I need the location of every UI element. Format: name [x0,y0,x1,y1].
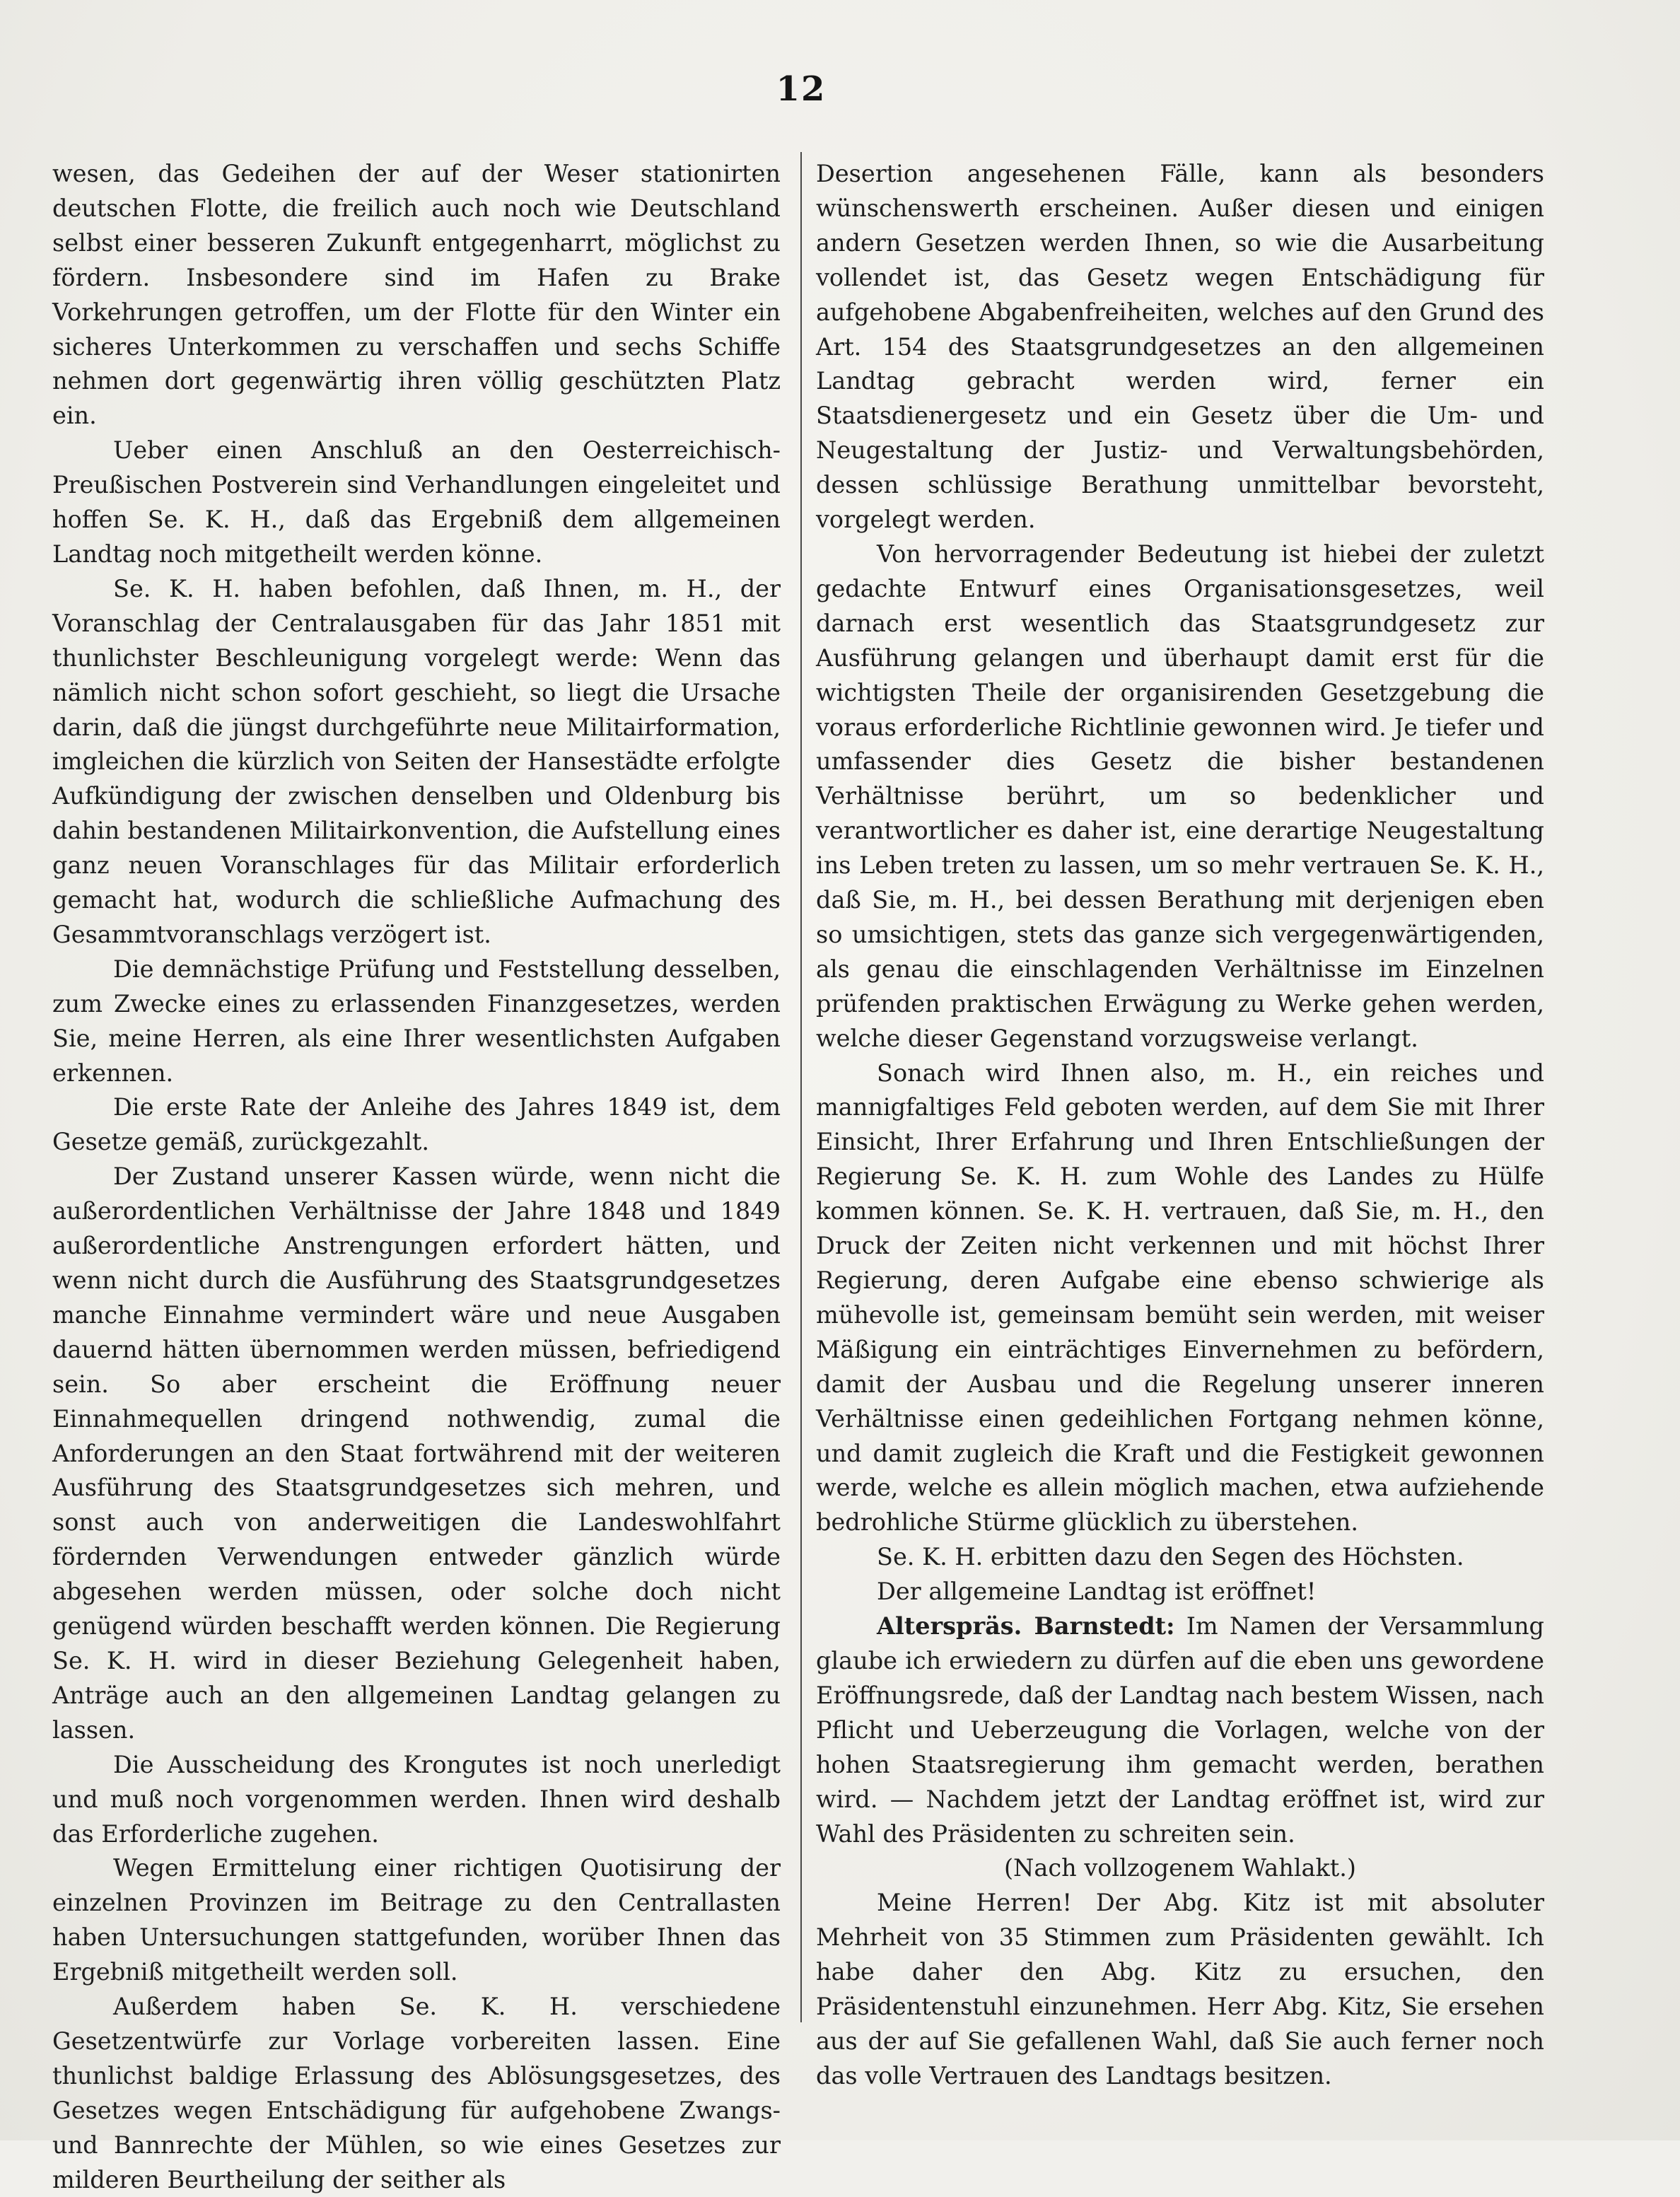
left-column [52,157,781,2197]
paragraph: Die Ausscheidung des Krongutes ist noch unerledigt und muß noch vorgenommen werden. Ihnen wird deshalb das Erforderliche zugehen. [52,1750,781,1848]
page-number: 12 [776,69,827,109]
paragraph: Die erste Rate der Anleihe des Jahres 1849 ist, dem Gesetze gemäß, zurückgezahlt. [52,1093,781,1156]
paragraph: Ueber einen Anschluß an den Oesterreichisch-Preußischen Postverein sind Verhandlungen eingeleitet und hoffen Se. K. H., daß das Ergebniß dem allgemeinen Landtag noch mitgetheilt werden könne. [52,436,781,568]
paragraph: Die demnächstige Prüfung und Feststellung desselben, zum Zwecke eines zu erlassenden Finanzgesetzes, werden Sie, meine Herren, als eine Ihrer wesentlichsten Aufgaben erkennen. [52,955,781,1087]
paragraph: Der allgemeine Landtag ist eröffnet! [877,1578,1317,1606]
right-column [816,157,1544,2094]
speech-text: Im Namen der Versammlung glaube ich erwiedern zu dürfen auf die eben uns gewordene Eröffnungsrede, daß der Landtag nach bestem Wissen, nach Pflicht und Ueberzeugung die Vorlagen, welche von der hohen Staatsregierung ihm gemacht werden, berathen wird. — Nachdem jetzt der Landtag eröffnet ist, wird zur Wahl des Präsidenten zu schreiten sein. [816,1612,1544,1848]
paragraph: Der Zustand unserer Kassen würde, wenn nicht die außerordentlichen Verhältnisse der Jahre 1848 und 1849 außerordentliche Anstrengungen erfordert hätten, und wenn nicht durch die Ausführung des Staatsgrundgesetzes manche Einnahme vermindert wäre und neue Ausgaben dauernd hätten übernommen werden müssen, befriedigend sein. So aber erscheint die Eröffnung neuer Einnahmequellen dringend nothwendig, zumal die Anforderungen an den Staat fortwährend mit der weiteren Ausführung des Staatsgrundgesetzes sich mehren, und sonst auch von anderweitigen die Landeswohlfahrt fördernden Verwendungen entweder gänzlich würde abgesehen werden müssen, oder solche doch nicht genügend würden beschafft werden können. Die Regierung Se. K. H. wird in dieser Beziehung Gelegenheit haben, Anträge auch an den allgemeinen Landtag gelangen zu lassen. [52,1162,781,1744]
paragraph: Von hervorragender Bedeutung ist hiebei der zuletzt gedachte Entwurf eines Organisationsgesetzes, weil darnach erst wesentlich das Staatsgrundgesetz zur Ausführung gelangen und überhaupt damit erst für die wichtigsten Theile der organisirenden Gesetzgebung die voraus erforderliche Richtlinie gewonnen wird. Je tiefer und umfassender dies Gesetz die bisher bestandenen Verhältnisse berührt, um so bedenklicher und verantwortlicher es daher ist, eine derartige Neugestaltung ins Leben treten zu lassen, um so mehr vertrauen Se. K. H., daß Sie, m. H., bei dessen Berathung mit derjenigen eben so umsichtigen, stets das ganze sich vergegenwärtigenden, als genau die einschlagenden Verhältnisse im Einzelnen prüfenden praktischen Erwägung zu Werke gehen werden, welche dieser Gegenstand vorzugsweise verlangt. [816,540,1544,1052]
paragraph: Se. K. H. haben befohlen, daß Ihnen, m. H., der Voranschlag der Centralausgaben für das Jahr 1851 mit thunlichster Beschleunigung vorgelegt werde: Wenn das nämlich nicht schon sofort geschieht, so liegt die Ursache darin, daß die jüngst durchgeführte neue Militairformation, imgleichen die kürzlich von Seiten der Hansestädte erfolgte Aufkündigung der zwischen denselben und Oldenburg bis dahin bestandenen Militairkonvention, die Aufstellung eines ganz neuen Voranschlages für das Militair erforderlich gemacht hat, wodurch die schließliche Aufmachung des Gesammtvoranschlags verzögert ist. [52,574,781,948]
speaker-name: Alterspräs. Barnstedt: [877,1612,1175,1641]
speech-paragraph [816,1609,1544,1851]
paragraph: Se. K. H. erbitten dazu den Segen des Höchsten. [877,1543,1464,1571]
column-divider [800,152,802,2022]
paragraph: Außerdem haben Se. K. H. verschiedene Gesetzentwürfe zur Vorlage vorbereiten lassen. Eine thunlichst baldige Erlassung des Ablösungsgesetzes, des Gesetzes wegen Entschädigung für aufgehobene Zwangs- und Bannrechte der Mühlen, so wie eines Gesetzes zur milderen Beurtheilung der seither als [52,1993,781,2193]
paragraph: Desertion angesehenen Fälle, kann als besonders wünschenswerth erscheinen. Außer diesen und einigen andern Gesetzen werden Ihnen, so wie die Ausarbeitung vollendet ist, das Gesetz wegen Entschädigung für aufgehobene Abgabenfreiheiten, welches auf den Grund des Art. 154 des Staatsgrundgesetzes an den allgemeinen Landtag gebracht werden wird, ferner ein Staatsdienergesetz und ein Gesetz über die Um- und Neugestaltung der Justiz- und Verwaltungsbehörden, dessen schlüssige Berathung unmittelbar bevorsteht, vorgelegt werden. [816,160,1544,534]
paragraph: Wegen Ermittelung einer richtigen Quotisirung der einzelnen Provinzen im Beitrage zu den Centrallasten haben Untersuchungen stattgefunden, worüber Ihnen das Ergebniß mitgetheilt werden soll. [52,1854,781,1986]
stage-note: (Nach vollzogenem Wahlakt.) [1003,1854,1356,1882]
paragraph: Sonach wird Ihnen also, m. H., ein reiches und mannigfaltiges Feld geboten werden, auf dem Sie mit Ihrer Einsicht, Ihrer Erfahrung und Ihren Entschließungen der Regierung Se. K. H. zum Wohle des Landes zu Hülfe kommen können. Se. K. H. vertrauen, daß Sie, m. H., den Druck der Zeiten nicht verkennen und mit höchst Ihrer Regierung, deren Aufgabe eine ebenso schwierige als mühevolle ist, gemeinsam bemüht sein werden, mit weiser Mäßigung ein einträchtiges Einvernehmen zu befördern, damit der Ausbau und die Regelung unserer inneren Verhältnisse einen gedeihlichen Fortgang nehmen könne, und damit zugleich die Kraft und die Festigkeit gewonnen werde, welche es allein möglich machen, etwa aufziehende bedrohliche Stürme glücklich zu überstehen. [816,1059,1544,1537]
paragraph: wesen, das Gedeihen der auf der Weser stationirten deutschen Flotte, die freilich auch noch wie Deutschland selbst einer besseren Zukunft entgegenharrt, möglichst zu fördern. Insbesondere sind im Hafen zu Brake Vorkehrungen getroffen, um der Flotte für den Winter ein sicheres Unterkommen zu verschaffen und sechs Schiffe nehmen dort gegenwärtig ihren völlig geschützten Platz ein. [52,160,781,430]
paragraph: Meine Herren! Der Abg. Kitz ist mit absoluter Mehrheit von 35 Stimmen zum Präsidenten gewählt. Ich habe daher den Abg. Kitz zu ersuchen, den Präsidentenstuhl einzunehmen. Herr Abg. Kitz, Sie ersehen aus der auf Sie gefallenen Wahl, daß Sie auch ferner noch das volle Vertrauen des Landtags besitzen. [816,1889,1544,2090]
